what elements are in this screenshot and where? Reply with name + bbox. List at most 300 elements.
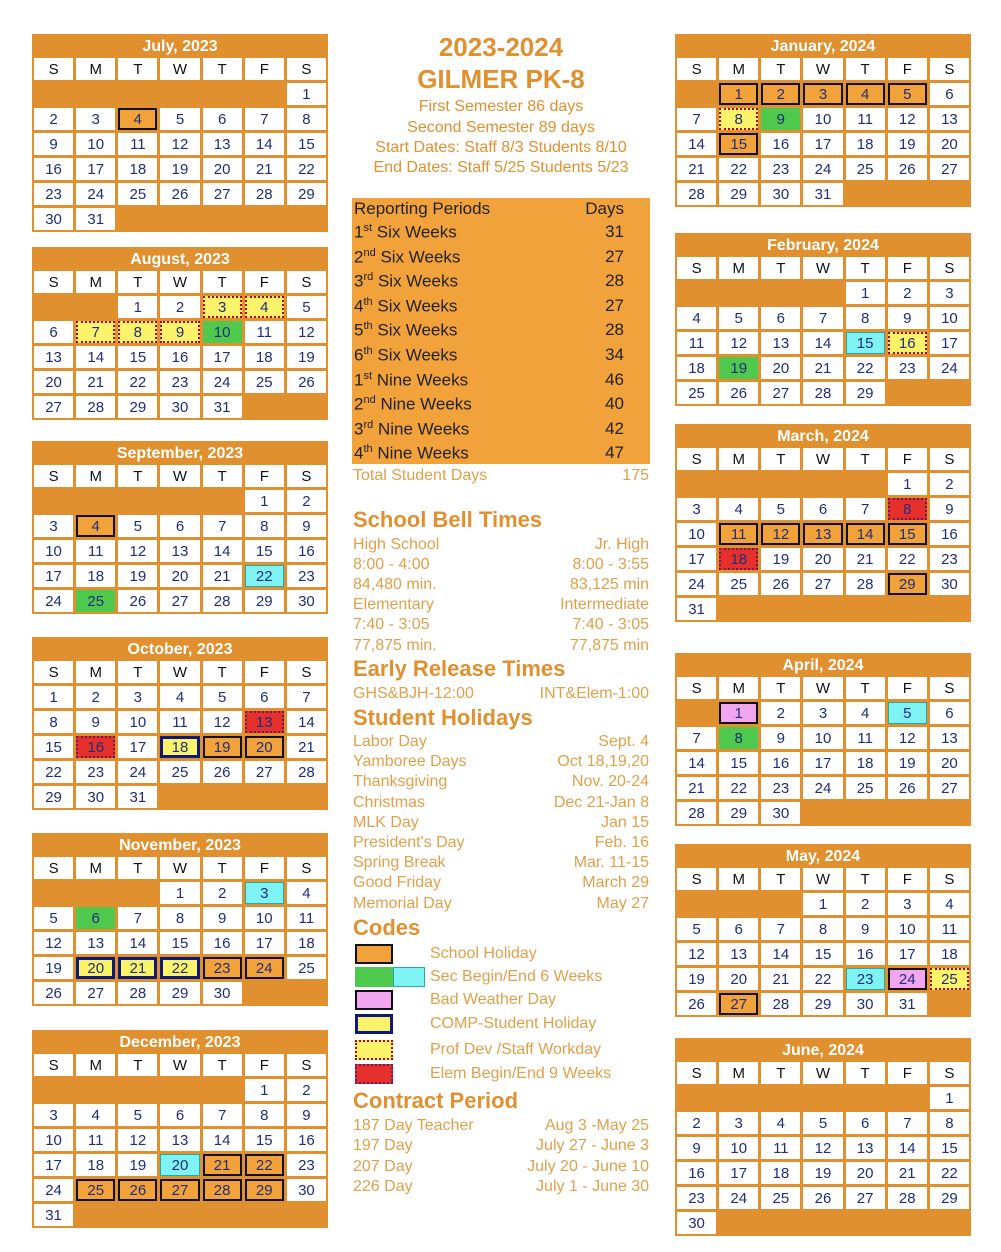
empty-day (719, 598, 758, 620)
calendar-day: 3 (677, 498, 716, 520)
period-days: 28 (605, 320, 624, 340)
calendar-day: 19 (118, 1154, 157, 1176)
contract-row-label: 207 Day (353, 1157, 413, 1175)
empty-day (34, 296, 73, 318)
calendar-day: 12 (34, 932, 73, 954)
empty-day (803, 802, 842, 824)
calendar-day: 12 (803, 1137, 842, 1159)
calendar-day: 29 (719, 802, 758, 824)
weekday-header: F (888, 58, 927, 80)
weekday-header: S (34, 857, 73, 879)
calendar-day: 30 (34, 208, 73, 230)
calendar-day: 30 (287, 590, 326, 612)
calendar-day: 10 (930, 307, 969, 329)
calendar-day: 26 (34, 982, 73, 1004)
weekday-header: T (846, 1062, 885, 1084)
calendar-day: 23 (76, 761, 115, 783)
calendar-day: 18 (245, 346, 284, 368)
calendar-day: 7 (677, 727, 716, 749)
contract-row-value: July 20 - June 10 (527, 1157, 649, 1175)
weekday-header: T (846, 448, 885, 470)
calendar-day: 8 (803, 918, 842, 940)
calendar-day: 18 (846, 133, 885, 155)
weekday-header: M (76, 1054, 115, 1076)
calendar-day: 4 (846, 702, 885, 724)
calendar-day: 5 (118, 1104, 157, 1126)
calendar-day: 15 (888, 523, 927, 545)
calendar-day: 2 (287, 1079, 326, 1101)
empty-day (203, 83, 242, 105)
weekday-header: S (930, 1062, 969, 1084)
weekday-header: T (203, 661, 242, 683)
calendar-day: 14 (846, 523, 885, 545)
calendar-day: 17 (888, 943, 927, 965)
calendar-day: 30 (287, 1179, 326, 1201)
calendar-day: 3 (34, 515, 73, 537)
empty-day (803, 1087, 842, 1109)
calendar-day: 6 (930, 702, 969, 724)
calendar-day: 15 (719, 752, 758, 774)
weekday-header: F (245, 857, 284, 879)
calendar-day: 31 (34, 1204, 73, 1226)
calendar-day: 11 (719, 523, 758, 545)
calendar-day: 22 (930, 1162, 969, 1184)
calendar-day: 19 (34, 957, 73, 979)
holiday-row-value: Sept. 4 (598, 733, 649, 750)
calendar-day: 15 (245, 540, 284, 562)
weekday-header: W (803, 1062, 842, 1084)
month-calendar (32, 441, 328, 614)
empty-day (888, 382, 927, 404)
calendar-day: 9 (76, 711, 115, 733)
holiday-row-value: Feb. 16 (594, 834, 649, 851)
calendar-day: 10 (203, 321, 242, 343)
calendar-day: 4 (719, 498, 758, 520)
calendar-day: 30 (846, 993, 885, 1015)
period-days: 31 (605, 222, 624, 241)
calendar-day: 8 (287, 108, 326, 130)
calendar-day: 7 (803, 307, 842, 329)
period-label: 3rd Six Weeks (354, 271, 458, 291)
weekday-header: F (888, 868, 927, 890)
calendar-day: 9 (160, 321, 199, 343)
bell-row (353, 556, 649, 574)
calendar-day: 19 (287, 346, 326, 368)
calendar-day: 27 (160, 590, 199, 612)
month-calendar (675, 844, 971, 1017)
weekday-header: S (677, 677, 716, 699)
calendar-day: 28 (76, 396, 115, 418)
holiday-row (353, 773, 649, 791)
calendar-day: 13 (719, 943, 758, 965)
calendar-day: 2 (76, 686, 115, 708)
calendar-day: 22 (245, 1154, 284, 1176)
empty-day (719, 1087, 758, 1109)
calendar-day: 15 (118, 346, 157, 368)
holiday-row-value: Jan 15 (600, 813, 649, 831)
weekday-header: M (76, 271, 115, 293)
calendar-day: 23 (287, 565, 326, 587)
month-grid (34, 271, 326, 418)
calendar-day: 1 (719, 83, 758, 105)
calendar-day: 10 (34, 540, 73, 562)
calendar-day: 9 (846, 918, 885, 940)
weekday-header: M (719, 257, 758, 279)
calendar-day: 26 (888, 158, 927, 180)
weekday-header: T (761, 677, 800, 699)
calendar-day: 14 (677, 133, 716, 155)
weekday-header: T (118, 465, 157, 487)
calendar-day: 28 (677, 183, 716, 205)
weekday-header: S (930, 257, 969, 279)
calendar-day: 29 (719, 183, 758, 205)
month-title: June, 2024 (782, 1042, 864, 1059)
calendar-day: 14 (287, 711, 326, 733)
empty-day (160, 1079, 199, 1101)
reporting-period-row (354, 247, 646, 268)
reporting-period-row (354, 271, 646, 292)
empty-day (76, 490, 115, 512)
calendar-day: 30 (761, 183, 800, 205)
month-title: March, 2024 (777, 428, 869, 445)
calendar-day: 25 (677, 382, 716, 404)
calendar-day: 1 (245, 490, 284, 512)
calendar-day: 13 (160, 1129, 199, 1151)
weekday-header: M (719, 448, 758, 470)
calendar-day: 2 (761, 702, 800, 724)
month-title: July, 2023 (142, 38, 218, 55)
calendar-day: 5 (677, 918, 716, 940)
month-title: February, 2024 (767, 237, 879, 254)
calendar-day: 1 (34, 686, 73, 708)
bell-row-label: 7:40 - 3:05 (353, 616, 430, 634)
weekday-header: W (160, 857, 199, 879)
weekday-header: T (761, 868, 800, 890)
contract-row (353, 1178, 649, 1196)
reporting-period-row (354, 419, 646, 440)
period-label: 5th Six Weeks (354, 320, 458, 341)
period-days: 40 (605, 394, 624, 414)
contract-row-value: July 27 - June 3 (536, 1137, 649, 1155)
calendar-day: 13 (803, 523, 842, 545)
empty-day (677, 473, 716, 495)
calendar-day: 16 (287, 540, 326, 562)
calendar-day: 12 (719, 332, 758, 354)
contract-row-label: 226 Day (353, 1177, 413, 1195)
calendar-day: 16 (76, 736, 115, 758)
empty-day (118, 490, 157, 512)
empty-day (118, 882, 157, 904)
calendar-day: 17 (245, 932, 284, 954)
bell-row-value: Intermediate (560, 596, 649, 614)
calendar-day: 8 (34, 711, 73, 733)
calendar-day: 3 (34, 1104, 73, 1126)
legend-label: Sec Begin/End 6 Weeks (430, 968, 603, 985)
calendar-day: 9 (287, 1104, 326, 1126)
calendar-day: 27 (930, 777, 969, 799)
weekday-header: T (118, 661, 157, 683)
header-line: End Dates: Staff 5/25 Students 5/23 (373, 159, 629, 176)
calendar-day: 16 (34, 158, 73, 180)
weekday-header: S (677, 1062, 716, 1084)
holiday-row (353, 895, 649, 913)
early-release-right: INT&Elem-1:00 (539, 685, 649, 702)
calendar-day: 7 (287, 686, 326, 708)
calendar-day: 6 (719, 918, 758, 940)
calendar-day: 24 (677, 573, 716, 595)
calendar-day: 21 (888, 1162, 927, 1184)
contract-row-label: 197 Day (353, 1137, 413, 1155)
calendar-day: 14 (888, 1137, 927, 1159)
empty-day (677, 702, 716, 724)
empty-day (803, 282, 842, 304)
calendar-day: 15 (245, 1129, 284, 1151)
calendar-day: 28 (287, 761, 326, 783)
empty-day (846, 473, 885, 495)
calendar-day: 29 (846, 382, 885, 404)
month-calendar (32, 637, 328, 810)
calendar-day: 29 (118, 396, 157, 418)
weekday-header: T (846, 257, 885, 279)
calendar-day: 19 (118, 565, 157, 587)
calendar-day: 19 (203, 736, 242, 758)
bell-row-value: 83,125 min (569, 576, 649, 594)
bell-row-value: 77,875 min (569, 636, 649, 654)
calendar-day: 5 (34, 907, 73, 929)
empty-day (287, 1204, 326, 1226)
calendar-day: 4 (930, 893, 969, 915)
calendar-day: 14 (118, 932, 157, 954)
month-grid (677, 677, 969, 824)
calendar-day: 21 (76, 371, 115, 393)
calendar-day: 22 (719, 158, 758, 180)
calendar-day: 1 (245, 1079, 284, 1101)
bell-row-value: 8:00 - 3:55 (572, 556, 649, 574)
calendar-day: 3 (719, 1112, 758, 1134)
calendar-day: 11 (846, 727, 885, 749)
calendar-day: 7 (118, 907, 157, 929)
month-title: January, 2024 (770, 38, 876, 55)
calendar-day: 12 (160, 133, 199, 155)
calendar-day: 13 (76, 932, 115, 954)
weekday-header: F (245, 58, 284, 80)
month-title: May, 2024 (785, 848, 861, 865)
calendar-day: 6 (203, 108, 242, 130)
calendar-day: 26 (160, 183, 199, 205)
calendar-day: 18 (761, 1162, 800, 1184)
empty-day (677, 893, 716, 915)
weekday-header: W (803, 448, 842, 470)
calendar-day: 2 (287, 490, 326, 512)
weekday-header: T (761, 58, 800, 80)
weekday-header: F (245, 661, 284, 683)
holiday-row (353, 874, 649, 892)
calendar-day: 11 (287, 907, 326, 929)
bell-row-value: 7:40 - 3:05 (572, 616, 649, 634)
calendar-day: 9 (34, 133, 73, 155)
month-calendar (32, 247, 328, 420)
calendar-day: 17 (203, 346, 242, 368)
weekday-header: M (76, 465, 115, 487)
legend-label: Prof Dev /Staff Workday (430, 1041, 602, 1058)
period-days: 28 (605, 271, 624, 291)
total-label: Total Student Days (353, 467, 488, 484)
empty-day (719, 893, 758, 915)
weekday-header: S (287, 857, 326, 879)
legend-label: COMP-Student Holiday (430, 1015, 597, 1032)
calendar-day: 25 (118, 183, 157, 205)
weekday-header: S (930, 448, 969, 470)
calendar-day: 4 (287, 882, 326, 904)
holiday-row (353, 834, 649, 852)
calendar-day: 8 (930, 1112, 969, 1134)
calendar-day: 21 (203, 565, 242, 587)
calendar-day: 12 (203, 711, 242, 733)
calendar-day: 6 (761, 307, 800, 329)
calendar-day: 20 (761, 357, 800, 379)
calendar-day: 17 (34, 565, 73, 587)
bell-row (353, 616, 649, 634)
calendar-day: 3 (803, 702, 842, 724)
calendar-day: 8 (888, 498, 927, 520)
calendar-day: 26 (677, 993, 716, 1015)
weekday-header: T (203, 271, 242, 293)
reporting-period-row (354, 222, 646, 243)
calendar-day: 10 (76, 133, 115, 155)
calendar-day: 25 (160, 761, 199, 783)
month-title: December, 2023 (119, 1034, 241, 1051)
holiday-row-label: Good Friday (353, 874, 442, 892)
calendar-day: 27 (719, 993, 758, 1015)
calendar-day: 23 (677, 1187, 716, 1209)
calendar-day: 8 (245, 1104, 284, 1126)
holiday-row (353, 733, 649, 751)
calendar-day: 27 (846, 1187, 885, 1209)
calendar-day: 10 (803, 727, 842, 749)
month-grid (677, 448, 969, 620)
calendar-day: 16 (888, 332, 927, 354)
month-calendar (32, 833, 328, 1006)
total-value: 175 (622, 467, 649, 484)
empty-day (245, 396, 284, 418)
calendar-day: 8 (719, 108, 758, 130)
codes-title: Codes (353, 915, 421, 940)
calendar-day: 17 (34, 1154, 73, 1176)
calendar-day: 25 (846, 158, 885, 180)
reporting-label: Reporting Periods (354, 199, 491, 218)
weekday-header: T (761, 1062, 800, 1084)
early-release-row (353, 685, 649, 703)
weekday-header: M (719, 1062, 758, 1084)
weekday-header: S (930, 868, 969, 890)
weekday-header: W (160, 661, 199, 683)
empty-day (930, 183, 969, 205)
calendar-day: 20 (203, 158, 242, 180)
header-line: Start Dates: Staff 8/3 Students 8/10 (375, 139, 627, 156)
calendar-day: 14 (677, 752, 716, 774)
calendar-day: 6 (160, 515, 199, 537)
calendar-day: 27 (34, 396, 73, 418)
calendar-day: 23 (34, 183, 73, 205)
calendar-day: 1 (888, 473, 927, 495)
calendar-day: 2 (888, 282, 927, 304)
calendar-day: 10 (677, 523, 716, 545)
calendar-day: 29 (34, 786, 73, 808)
bell-row-label: 77,875 min. (353, 636, 437, 654)
calendar-day: 11 (76, 540, 115, 562)
calendar-day: 28 (761, 993, 800, 1015)
calendar-day: 9 (761, 108, 800, 130)
calendar-day: 10 (245, 907, 284, 929)
empty-day (846, 802, 885, 824)
empty-day (846, 598, 885, 620)
calendar-day: 26 (803, 1187, 842, 1209)
calendar-day: 16 (761, 133, 800, 155)
calendar-day: 15 (287, 133, 326, 155)
calendar-day: 28 (846, 573, 885, 595)
calendar-day: 27 (160, 1179, 199, 1201)
weekday-header: F (245, 465, 284, 487)
empty-day (118, 83, 157, 105)
weekday-header: M (76, 661, 115, 683)
calendar-day: 8 (118, 321, 157, 343)
calendar-day: 3 (803, 83, 842, 105)
empty-day (160, 208, 199, 230)
calendar-day: 24 (245, 957, 284, 979)
calendar-day: 12 (287, 321, 326, 343)
calendar-day: 18 (677, 357, 716, 379)
page-title: 2023-2024 (438, 32, 564, 62)
calendar-day: 1 (719, 702, 758, 724)
reporting-period-row (354, 345, 646, 366)
empty-day (34, 1079, 73, 1101)
calendar-day: 23 (761, 158, 800, 180)
calendar-day: 21 (287, 736, 326, 758)
calendar-day: 8 (160, 907, 199, 929)
weekday-header: S (34, 271, 73, 293)
calendar-day: 10 (803, 108, 842, 130)
empty-day (203, 490, 242, 512)
calendar-day: 1 (287, 83, 326, 105)
calendar-day: 25 (76, 1179, 115, 1201)
calendar-day: 14 (803, 332, 842, 354)
legend-swatch (355, 990, 393, 1010)
legend-swatch (393, 967, 425, 987)
calendar-day: 27 (761, 382, 800, 404)
weekday-header: S (34, 1054, 73, 1076)
calendar-day: 26 (719, 382, 758, 404)
month-calendar (32, 1030, 328, 1228)
calendar-day: 31 (677, 598, 716, 620)
calendar-day: 2 (203, 882, 242, 904)
empty-day (888, 183, 927, 205)
calendar-day: 19 (160, 158, 199, 180)
calendar-day: 9 (888, 307, 927, 329)
empty-day (76, 1079, 115, 1101)
calendar-day: 7 (761, 918, 800, 940)
calendar-day: 5 (888, 83, 927, 105)
calendar-day: 15 (930, 1137, 969, 1159)
calendar-day: 24 (203, 371, 242, 393)
weekday-header: T (761, 257, 800, 279)
calendar-day: 22 (287, 158, 326, 180)
calendar-day: 7 (203, 1104, 242, 1126)
empty-day (160, 490, 199, 512)
period-label: 2nd Six Weeks (354, 246, 461, 267)
holiday-row-label: Labor Day (353, 733, 427, 750)
calendar-day: 18 (930, 943, 969, 965)
month-title: April, 2024 (782, 657, 864, 674)
